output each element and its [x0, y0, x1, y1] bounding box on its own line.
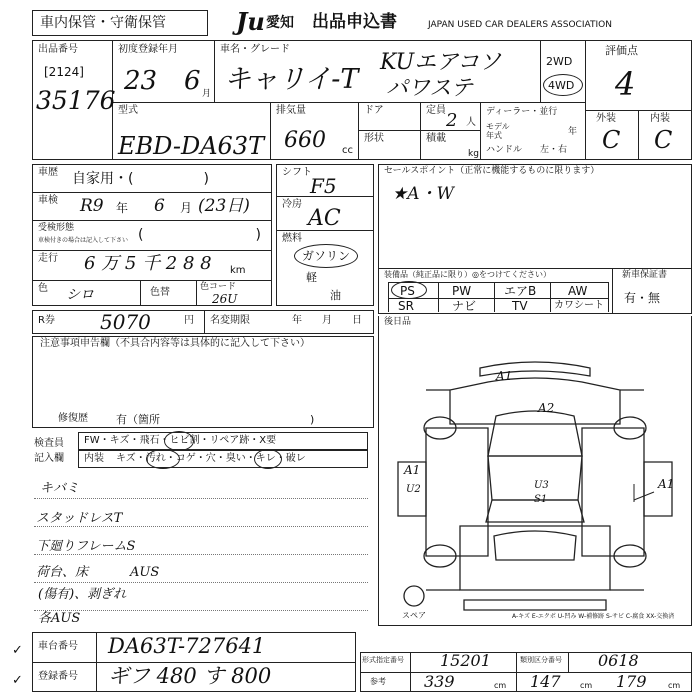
inspector-row2: キズ・汚れ・コゲ・穴・臭い・キレ・破レ — [116, 453, 306, 464]
history-label: 車歴 — [38, 167, 58, 178]
model-label: 型式 — [118, 105, 138, 116]
rear-window — [494, 531, 576, 560]
mark-a1-left: A1 — [404, 463, 421, 477]
inspector-row2-label: 内装 — [84, 453, 104, 464]
ju-logo: Ju — [236, 7, 265, 36]
form-value: 15201 — [440, 651, 491, 670]
mileage-value: 6 万 5 千 2 8 8 — [84, 253, 212, 274]
reception-label: 受検形態 — [38, 223, 75, 233]
ref1-unit: cm — [494, 681, 507, 690]
inspection-day: (23日) — [198, 196, 250, 216]
association-name: JAPAN USED CAR DEALERS ASSOCIATION — [428, 20, 612, 30]
ref3-unit: cm — [668, 681, 681, 690]
cooling-value: AC — [308, 206, 341, 231]
rating-value: 4 — [615, 65, 636, 103]
capacity-label: 定員 — [426, 105, 446, 116]
recycle-value: 5070 — [100, 310, 151, 334]
odor-circle — [254, 449, 282, 469]
mark-a1-right: A1 — [658, 477, 675, 491]
sales-point-value: ★A・W — [392, 184, 454, 204]
org-name: 愛知 — [266, 15, 294, 31]
load-label: 積載 — [426, 133, 446, 144]
repair-label: 修復歴 — [58, 413, 88, 424]
ref-label: 参考 — [370, 677, 386, 686]
drive-4wd: 4WD — [548, 79, 575, 92]
windshield — [488, 411, 582, 456]
equipment-label: 装備品（純正品に限り）◎をつけてください） — [384, 270, 551, 279]
reception-value: ( ) — [138, 227, 261, 243]
title-change-label: 名変期限 — [210, 315, 250, 326]
chassis-value: DA63T-727641 — [108, 634, 266, 658]
color-value: シロ — [66, 287, 94, 303]
inspection-month-unit: 月 — [180, 201, 193, 215]
ref2-unit: cm — [580, 681, 593, 690]
lot-number: 35176 — [36, 86, 116, 115]
equip-ps: PS — [400, 284, 415, 298]
shift-value: F5 — [310, 174, 337, 198]
lot-label: 出品番号 — [38, 44, 78, 55]
displacement-value: 660 — [284, 128, 326, 153]
load-unit: kg — [468, 149, 479, 159]
mark-u2: U2 — [406, 484, 421, 495]
model-year-label: モデル 年式 — [486, 122, 510, 140]
inspection-label: 車検 — [38, 195, 58, 206]
repair-value: 有（箇所 — [116, 413, 160, 426]
car-name: キャリイ-T — [224, 64, 359, 95]
handle-options: 左・右 — [540, 145, 568, 155]
check-mark-2: ✓ — [12, 673, 23, 688]
title-change-month: 月 — [322, 315, 332, 326]
ref1-value: 339 — [424, 672, 455, 691]
warranty-value: 有・無 — [624, 291, 661, 305]
mark-s1: S1 — [534, 494, 548, 505]
model-year-unit: 年 — [568, 127, 578, 137]
warranty-label: 新車保証書 — [622, 270, 668, 280]
equip-pw: PW — [452, 284, 472, 298]
displacement-label: 排気量 — [276, 105, 306, 116]
exterior-grade: C — [602, 126, 621, 154]
mileage-unit: km — [230, 265, 246, 276]
mark-a2: A2 — [538, 401, 555, 415]
note-frame: 下廻りフレームS — [36, 539, 136, 554]
registration-year: 23 — [124, 66, 158, 96]
hood — [450, 378, 620, 424]
chassis-label: 車台番号 — [38, 641, 78, 652]
model-value: EBD-DA63T — [118, 132, 265, 160]
registration-month-unit: 月 — [202, 89, 212, 99]
color-change-label: 色替 — [150, 287, 170, 298]
inspector-row1: FW・キズ・飛石・ヒビ割・リペア跡・X要 — [84, 435, 277, 446]
cooling-label: 冷房 — [282, 199, 302, 210]
note-studless: スタッドレスT — [36, 511, 123, 526]
reception-note: 車検付きの場合は記入して下さい — [38, 237, 129, 244]
registration-month: 6 — [184, 66, 201, 96]
inspection-era: R9 — [80, 196, 104, 216]
color-code: 26U — [212, 292, 238, 306]
mark-u3: U3 — [534, 480, 549, 491]
storage-label: 車内保管・守衛保管 — [40, 15, 166, 31]
mileage-label: 走行 — [38, 253, 58, 264]
car-grade-line2: パワステ — [386, 76, 473, 101]
title-change-year: 年 — [292, 315, 302, 326]
car-grade-line1: KUエアコソ — [380, 50, 502, 75]
note-yellowing: キバミ — [40, 481, 80, 496]
ref3-value: 179 — [616, 672, 647, 691]
car-name-label: 車名・グレード — [220, 44, 290, 55]
equip-tv: TV — [512, 299, 528, 313]
equip-sr: SR — [398, 299, 414, 313]
ref2-value: 147 — [530, 672, 561, 691]
rating-label: 評価点 — [605, 44, 638, 57]
repair-close: ) — [310, 413, 315, 426]
plate-value: ギフ 480 す 800 — [108, 664, 272, 688]
category-label: 類別区分番号 — [520, 656, 562, 664]
shift-label: シフト — [282, 167, 312, 178]
spare-tire — [404, 586, 424, 606]
note-damage: (傷有)、剥ぎれ — [38, 587, 127, 602]
lot-code: [2124] — [44, 65, 84, 79]
dealer-label: ディーラー・並行 — [486, 107, 558, 117]
handle-label: ハンドル — [486, 145, 523, 155]
dirt-circle — [146, 449, 180, 469]
inspector-label: 検査員 記入欄 — [34, 438, 64, 464]
recycle-label: R券 — [38, 315, 55, 326]
form-title: 出品申込書 — [312, 12, 397, 32]
flying-stone-circle — [164, 431, 194, 451]
exterior-label: 外装 — [596, 113, 616, 124]
equip-airbag: エアB — [504, 284, 537, 298]
spare-label: スペア — [402, 611, 426, 620]
inspection-month: 6 — [154, 196, 165, 216]
right-side — [582, 428, 644, 556]
interior-label: 内装 — [650, 113, 670, 124]
note-each-aus: 各AUS — [38, 611, 81, 626]
doors-label: ドア — [364, 105, 384, 116]
capacity-value: 2 — [446, 110, 458, 131]
fuel-light: 軽 — [306, 271, 317, 284]
form-label: 形式指定番号 — [362, 656, 404, 664]
plate-label: 登録番号 — [38, 671, 78, 682]
note-aus: AUS — [130, 565, 160, 580]
note-bed: 荷台、床 — [36, 565, 89, 580]
back-date-label: 後日品 — [384, 317, 412, 327]
left-side — [426, 428, 488, 556]
rear-bumper — [464, 600, 606, 610]
doors-shape-label: 形状 — [364, 133, 384, 144]
fuel-label: 燃料 — [282, 233, 302, 244]
drive-2wd: 2WD — [546, 55, 573, 68]
equip-navi: ナビ — [452, 299, 477, 313]
sales-point-label: セールスポイント（正常に機能するものに限ります） — [384, 166, 600, 176]
interior-grade: C — [654, 126, 673, 154]
fuel-value: ガソリン — [302, 249, 351, 263]
color-code-label: 色コード — [200, 282, 237, 292]
recycle-unit: 円 — [184, 315, 194, 326]
check-mark-1: ✓ — [12, 643, 23, 658]
mark-a1-top: A1 — [496, 369, 513, 383]
category-value: 0618 — [598, 651, 639, 670]
car-diagram — [378, 350, 692, 626]
title-change-day: 日 — [352, 315, 362, 326]
history-value: 自家用・( ) — [72, 171, 209, 187]
capacity-unit: 人 — [466, 117, 476, 128]
equip-leather: カワシート — [554, 300, 604, 311]
displacement-unit: cc — [342, 145, 353, 156]
fuel-oil: 油 — [330, 289, 341, 302]
notes-label: 注意事項申告欄（不具合内容等は具体的に記入して下さい） — [40, 338, 310, 349]
color-label: 色 — [38, 283, 48, 294]
registration-label: 初度登録年月 — [118, 44, 178, 55]
rear-body — [460, 526, 610, 590]
damage-legend: A-キズ E-エクボ U-凹み W-補修跡 S-サビ C-腐食 XX-交換済 — [512, 613, 675, 620]
inspection-year-unit: 年 — [116, 201, 129, 215]
equip-aw: AW — [568, 284, 588, 298]
